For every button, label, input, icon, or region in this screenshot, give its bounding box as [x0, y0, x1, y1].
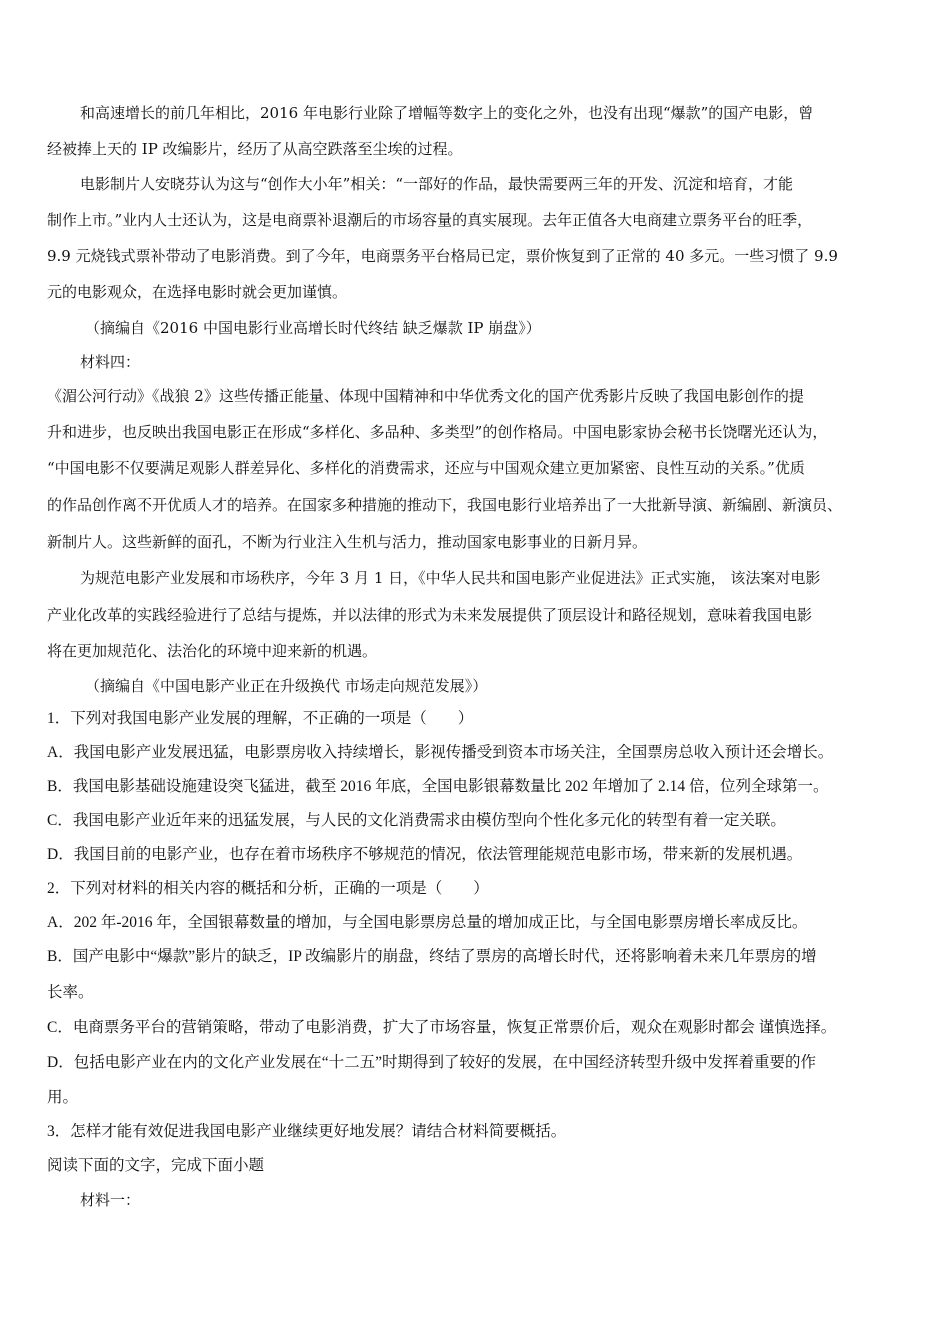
paragraph-line: 经被捧上天的 IP 改编影片，经历了从高空跌落至尘埃的过程。 — [47, 140, 463, 158]
question-2: 2．下列对材料的相关内容的概括和分析，正确的一项是（ ） — [47, 880, 489, 897]
question-2-option-d-cont: 用。 — [47, 1089, 79, 1106]
question-1-option-c: C．我国电影产业近年来的迅猛发展，与人民的文化消费需求由模仿型向个性化多元化的转型有着一定关联。 — [47, 812, 786, 829]
paragraph-line: 《湄公河行动》《战狼 2》这些传播正能量、体现中国精神和中华优秀文化的国产优秀影片反映了我国电影创作的提 — [47, 387, 804, 405]
paragraph-line: 产业化改革的实践经验进行了总结与提炼，并以法律的形式为未来发展提供了顶层设计和路径规划，意味着我国电影 — [47, 606, 813, 624]
question-2-option-a: A．202 年-2016 年，全国银幕数量的增加，与全国电影票房总量的增加成正比，与全国电影票房增长率成反比。 — [47, 914, 808, 931]
question-2-option-b: B．国产电影中“爆款”影片的缺乏，IP 改编影片的崩盘，终结了票房的高增长时代，还将影响着未来几年票房的增 — [47, 948, 817, 965]
paragraph-line: 9.9 元烧钱式票补带动了电影消费。到了今年，电商票务平台格局已定，票价恢复到了正常的 40 多元。一些习惯了 9.9 — [47, 247, 838, 265]
section-heading: 材料一： — [80, 1191, 141, 1209]
question-3: 3．怎样才能有效促进我国电影产业继续更好地发展？请结合材料简要概括。 — [47, 1123, 567, 1140]
question-1-option-a: A．我国电影产业发展迅猛，电影票房收入持续增长，影视传播受到资本市场关注，全国票房总收入预计还会增长。 — [47, 744, 834, 761]
paragraph-line: 和高速增长的前几年相比，2016 年电影行业除了增幅等数字上的变化之外，也没有出现“爆款”的国产电影，曾 — [80, 104, 814, 122]
paragraph-line: 电影制片人安晓芬认为这与“创作大小年”相关：“一部好的作品，最快需要两三年的开发、沉淀和培育，才能 — [80, 175, 794, 193]
paragraph-line: 的作品创作离不开优质人才的培养。在国家多种措施的推动下，我国电影行业培养出了一大批新导演、新编剧、新演员、 — [47, 496, 843, 514]
paragraph-line: 将在更加规范化、法治化的环境中迎来新的机遇。 — [47, 642, 378, 660]
question-1: 1．下列对我国电影产业发展的理解，不正确的一项是（ ） — [47, 710, 474, 727]
section-heading: 材料四： — [80, 353, 141, 371]
paragraph-line: 新制片人。这些新鲜的面孔，不断为行业注入生机与活力，推动国家电影事业的日新月异。 — [47, 533, 648, 551]
paragraph-line: 为规范电影产业发展和市场秩序，今年 3 月 1 日，《中华人民共和国电影产业促进法》正式实施， 该法案对电影 — [80, 569, 821, 587]
reading-instruction: 阅读下面的文字，完成下面小题 — [47, 1157, 265, 1174]
source-citation: （摘编自《2016 中国电影行业高增长时代终结 缺乏爆款 IP 崩盘》） — [85, 319, 541, 337]
paragraph-line: 制作上市。”业内人士还认为，这是电商票补退潮后的市场容量的真实展现。去年正值各大电商建立票务平台的旺季， — [47, 211, 813, 229]
question-1-option-b: B．我国电影基础设施建设突飞猛进，截至 2016 年底，全国电影银幕数量比 202 年增加了 2.14 倍，位列全球第一。 — [47, 778, 829, 795]
question-2-option-d: D．包括电影产业在内的文化产业发展在“十二五”时期得到了较好的发展，在中国经济转型升级中发挥着重要的作 — [47, 1054, 816, 1071]
paragraph-line: 元的电影观众，在选择电影时就会更加谨慎。 — [47, 283, 348, 301]
paragraph-line: “中国电影不仅要满足观影人群差异化、多样化的消费需求，还应与中国观众建立更加紧密、良性互动的关系。”优质 — [47, 459, 805, 477]
source-citation: （摘编自《中国电影产业正在升级换代 市场走向规范发展》） — [85, 677, 488, 695]
question-2-option-b-cont: 长率。 — [47, 984, 94, 1001]
question-1-option-d: D．我国目前的电影产业，也存在着市场秩序不够规范的情况，依法管理能规范电影市场，带来新的发展机遇。 — [47, 846, 803, 863]
paragraph-line: 升和进步，也反映出我国电影正在形成“多样化、多品种、多类型”的创作格局。中国电影家协会秘书长饶曙光还认为， — [47, 423, 828, 441]
question-2-option-c: C．电商票务平台的营销策略，带动了电影消费，扩大了市场容量，恢复正常票价后，观众在观影时都会 谨慎选择。 — [47, 1019, 837, 1036]
